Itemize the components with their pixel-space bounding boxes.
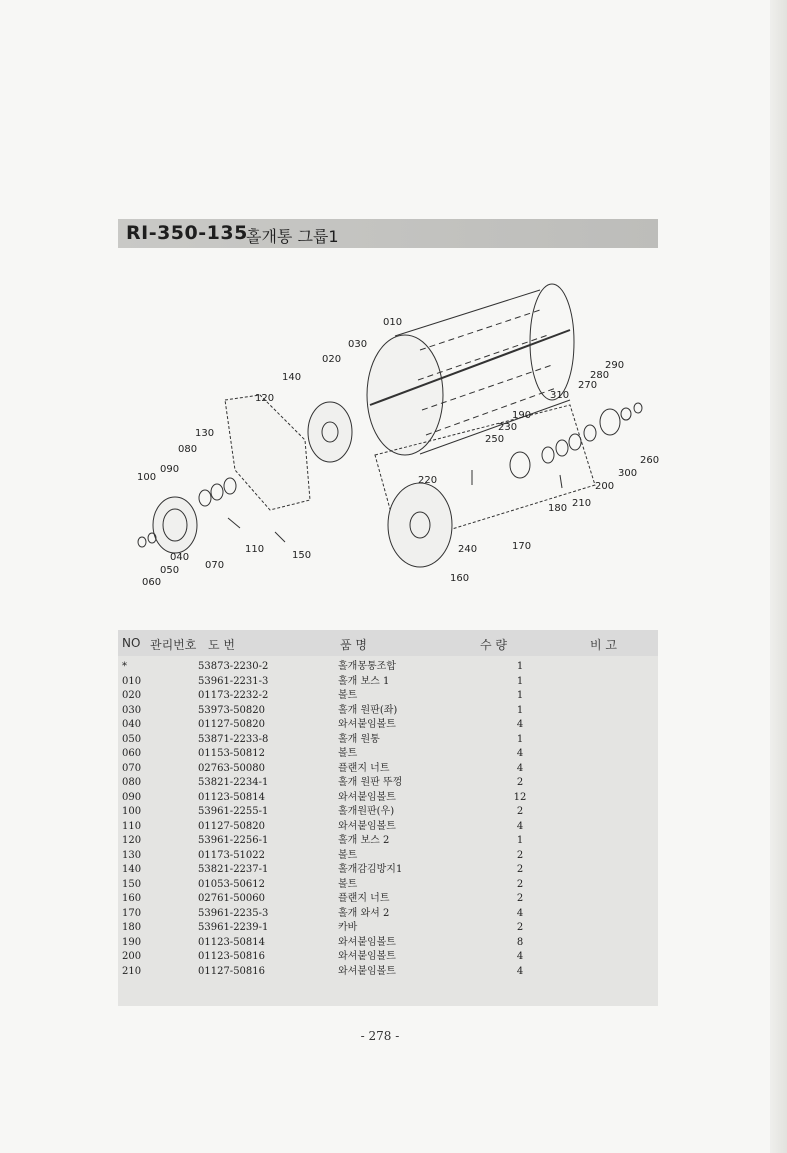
cell-qty: 8 bbox=[516, 936, 524, 948]
cell-part-name: 홀개 와셔 2 bbox=[338, 907, 390, 919]
cell-no: 010 bbox=[122, 675, 142, 687]
cell-part-name: 카바 bbox=[338, 922, 358, 933]
callout-label: 070 bbox=[205, 560, 225, 571]
bolt-210 bbox=[560, 475, 562, 488]
washer-100 bbox=[199, 490, 211, 506]
parts-table-body bbox=[118, 656, 658, 1006]
cell-no: 040 bbox=[122, 719, 142, 730]
cell-drawing-no: 53821-2234-1 bbox=[198, 777, 269, 788]
disc-160 bbox=[388, 483, 452, 567]
cell-part-name: 홀개 원통 bbox=[338, 733, 380, 745]
cell-qty: 2 bbox=[516, 893, 524, 904]
nut-280 bbox=[634, 403, 642, 413]
cell-drawing-no: 53973-50820 bbox=[198, 704, 266, 716]
table-row bbox=[118, 805, 658, 819]
cell-part-name: 홀개 원판(좌) bbox=[338, 704, 398, 716]
cell-part-name: 홀개감김방지1 bbox=[338, 864, 403, 875]
cell-part-name: 홀개 보스 2 bbox=[338, 835, 390, 846]
header-mgmt-no: 관리번호 bbox=[150, 638, 197, 652]
cell-part-name: 와셔붙임볼트 bbox=[338, 936, 396, 948]
header-qty: 수 량 bbox=[480, 638, 507, 652]
cell-no: 100 bbox=[122, 806, 142, 817]
cell-drawing-no: 01173-51022 bbox=[198, 849, 266, 861]
table-row bbox=[118, 675, 658, 689]
page-edge-shadow bbox=[770, 0, 787, 1153]
callout-label: 110 bbox=[245, 544, 265, 555]
cell-no: 120 bbox=[122, 835, 142, 846]
cell-qty: 2 bbox=[516, 878, 524, 890]
cell-qty: 2 bbox=[516, 806, 524, 817]
drum-left-end bbox=[367, 335, 443, 455]
cell-drawing-no: 01053-50612 bbox=[198, 878, 266, 890]
cell-qty: 4 bbox=[516, 907, 524, 919]
cell-qty: 2 bbox=[516, 922, 524, 933]
washer-310 bbox=[569, 434, 581, 450]
cell-drawing-no: 01153-50812 bbox=[198, 748, 266, 759]
cell-no: 190 bbox=[122, 936, 142, 948]
table-row bbox=[118, 849, 658, 863]
callout-label: 230 bbox=[498, 422, 518, 433]
cell-qty: 4 bbox=[516, 965, 524, 977]
cell-qty: 1 bbox=[516, 661, 524, 672]
callout-label: 080 bbox=[178, 444, 198, 455]
cell-qty: 12 bbox=[513, 791, 527, 803]
callout-label: 160 bbox=[450, 573, 470, 584]
cell-drawing-no: 53961-2239-1 bbox=[198, 922, 269, 933]
callout-label: 130 bbox=[195, 428, 215, 439]
callout-label: 190 bbox=[512, 410, 532, 421]
table-row bbox=[118, 776, 658, 790]
cell-no: 130 bbox=[122, 849, 142, 861]
callout-label: 220 bbox=[418, 475, 438, 486]
header-no: NO bbox=[122, 636, 141, 650]
washer-050 bbox=[148, 533, 156, 543]
cell-drawing-no: 02763-50080 bbox=[198, 762, 266, 774]
cell-qty: 4 bbox=[516, 719, 524, 730]
callout-label: 020 bbox=[322, 354, 342, 365]
cell-drawing-no: 53961-2256-1 bbox=[198, 835, 269, 846]
table-row bbox=[118, 834, 658, 848]
cell-drawing-no: 01127-50816 bbox=[198, 965, 266, 977]
cell-part-name: 플랜지 너트 bbox=[338, 893, 390, 904]
cell-qty: 4 bbox=[516, 820, 524, 832]
callout-label: 180 bbox=[548, 503, 568, 514]
callout-label: 050 bbox=[160, 565, 180, 576]
group-name: 홀개통 그룹1 bbox=[246, 227, 339, 246]
page-number: - 278 - bbox=[360, 1029, 400, 1043]
cell-drawing-no: 01127-50820 bbox=[198, 719, 266, 730]
flange-disc-140 bbox=[308, 402, 352, 462]
callout-label: 270 bbox=[578, 380, 598, 391]
washer-300 bbox=[584, 425, 596, 441]
callout-label: 140 bbox=[282, 372, 302, 383]
cell-drawing-no: 01123-50814 bbox=[198, 791, 266, 803]
header-remarks: 비 고 bbox=[590, 638, 617, 652]
table-row bbox=[118, 747, 658, 761]
cell-no: 060 bbox=[122, 748, 142, 759]
cell-no: 150 bbox=[122, 878, 142, 890]
callout-label: 060 bbox=[142, 577, 162, 588]
exploded-parts-diagram bbox=[100, 270, 680, 610]
callout-label: 310 bbox=[550, 390, 570, 401]
cell-qty: 1 bbox=[516, 675, 524, 687]
washer-060 bbox=[138, 537, 146, 547]
bolt-150 bbox=[275, 532, 285, 542]
callout-label: 010 bbox=[383, 317, 403, 328]
cell-drawing-no: 53821-2237-1 bbox=[198, 864, 269, 875]
table-row bbox=[118, 863, 658, 877]
cell-qty: 2 bbox=[516, 777, 524, 788]
cell-part-name: 와셔붙임볼트 bbox=[338, 820, 396, 832]
cell-drawing-no: 01127-50820 bbox=[198, 820, 266, 832]
table-row bbox=[118, 718, 658, 732]
cell-drawing-no: 01123-50814 bbox=[198, 936, 266, 948]
cell-qty: 1 bbox=[516, 704, 524, 716]
table-row bbox=[118, 820, 658, 834]
nut-270 bbox=[621, 408, 631, 420]
cell-part-name: 홀개 보스 1 bbox=[338, 675, 390, 687]
diagram-drawing bbox=[100, 270, 680, 610]
cell-no: * bbox=[122, 661, 127, 672]
cell-part-name: 와셔붙임볼트 bbox=[338, 951, 396, 962]
cell-part-name: 와셔붙임볼트 bbox=[338, 719, 396, 730]
table-row bbox=[118, 950, 658, 964]
cell-no: 170 bbox=[122, 907, 142, 919]
cell-no: 090 bbox=[122, 791, 142, 803]
table-row bbox=[118, 878, 658, 892]
cell-no: 200 bbox=[122, 951, 142, 962]
cell-part-name: 볼트 bbox=[338, 748, 358, 759]
washer-190 bbox=[556, 440, 568, 456]
callout-label: 170 bbox=[512, 541, 532, 552]
pulley-070 bbox=[153, 497, 197, 553]
cell-no: 080 bbox=[122, 777, 142, 788]
callout-label: 240 bbox=[458, 544, 478, 555]
header-part-name: 품 명 bbox=[340, 638, 367, 652]
cell-part-name: 홀개원판(우) bbox=[338, 806, 395, 817]
cell-drawing-no: 53961-2255-1 bbox=[198, 806, 269, 817]
cell-no: 070 bbox=[122, 762, 142, 774]
cell-part-name: 홀개몽통조합 bbox=[338, 661, 396, 672]
callout-label: 260 bbox=[640, 455, 660, 466]
cell-qty: 4 bbox=[516, 748, 524, 759]
cell-qty: 1 bbox=[516, 690, 524, 701]
table-row bbox=[118, 936, 658, 950]
cell-part-name: 와셔붙임볼트 bbox=[338, 965, 396, 977]
cell-no: 160 bbox=[122, 893, 142, 904]
cell-no: 110 bbox=[122, 820, 142, 832]
cell-part-name: 플랜지 너트 bbox=[338, 762, 390, 774]
cell-drawing-no: 02761-50060 bbox=[198, 893, 266, 904]
callout-label: 300 bbox=[618, 468, 638, 479]
cell-qty: 1 bbox=[516, 835, 524, 846]
callout-label: 280 bbox=[590, 370, 610, 381]
parts-table-header bbox=[118, 630, 658, 656]
cell-drawing-no: 53961-2235-3 bbox=[198, 907, 269, 919]
washer-080 bbox=[224, 478, 236, 494]
table-row bbox=[118, 907, 658, 921]
cell-no: 020 bbox=[122, 690, 142, 701]
header-drawing-no: 도 번 bbox=[208, 638, 235, 652]
bolt-110 bbox=[228, 518, 240, 528]
section-title-band bbox=[118, 219, 658, 248]
cell-drawing-no: 53961-2231-3 bbox=[198, 675, 269, 687]
cell-drawing-no: 01173-2232-2 bbox=[198, 690, 269, 701]
cell-part-name: 와셔붙임볼트 bbox=[338, 791, 396, 803]
left-bracket-plate bbox=[225, 395, 310, 510]
group-code: RI-350-135 bbox=[126, 222, 248, 244]
callout-label: 150 bbox=[292, 550, 312, 561]
cell-drawing-no: 53871-2233-8 bbox=[198, 733, 269, 745]
bearing-260 bbox=[600, 409, 620, 435]
washer-230 bbox=[542, 447, 554, 463]
cell-no: 030 bbox=[122, 704, 142, 716]
cell-no: 140 bbox=[122, 864, 142, 875]
cell-no: 180 bbox=[122, 922, 142, 933]
callout-label: 100 bbox=[137, 472, 157, 483]
table-row bbox=[118, 921, 658, 935]
cell-qty: 1 bbox=[516, 733, 524, 745]
callout-label: 200 bbox=[595, 481, 615, 492]
cell-no: 050 bbox=[122, 733, 142, 745]
cell-drawing-no: 53873-2230-2 bbox=[198, 661, 269, 672]
table-row bbox=[118, 791, 658, 805]
cell-qty: 2 bbox=[516, 849, 524, 861]
cell-qty: 4 bbox=[516, 951, 524, 962]
callout-label: 250 bbox=[485, 434, 505, 445]
table-row bbox=[118, 704, 658, 718]
cell-qty: 2 bbox=[516, 864, 524, 875]
boss-170 bbox=[510, 452, 530, 478]
callout-label: 090 bbox=[160, 464, 180, 475]
cell-part-name: 볼트 bbox=[338, 849, 358, 861]
table-row bbox=[118, 965, 658, 979]
table-row bbox=[118, 892, 658, 906]
cell-qty: 4 bbox=[516, 762, 524, 774]
callout-label: 030 bbox=[348, 339, 368, 350]
callout-label: 210 bbox=[572, 498, 592, 509]
table-row bbox=[118, 733, 658, 747]
callout-label: 120 bbox=[255, 393, 275, 404]
washer-090 bbox=[211, 484, 223, 500]
cell-part-name: 홀개 원판 뚜껑 bbox=[338, 777, 403, 788]
table-row bbox=[118, 689, 658, 703]
cell-drawing-no: 01123-50816 bbox=[198, 951, 266, 962]
cell-part-name: 볼트 bbox=[338, 690, 358, 701]
callout-label: 040 bbox=[170, 552, 190, 563]
cell-no: 210 bbox=[122, 965, 142, 977]
callout-label: 290 bbox=[605, 360, 625, 371]
table-row bbox=[118, 762, 658, 776]
cell-part-name: 볼트 bbox=[338, 878, 358, 890]
table-row bbox=[118, 660, 658, 674]
